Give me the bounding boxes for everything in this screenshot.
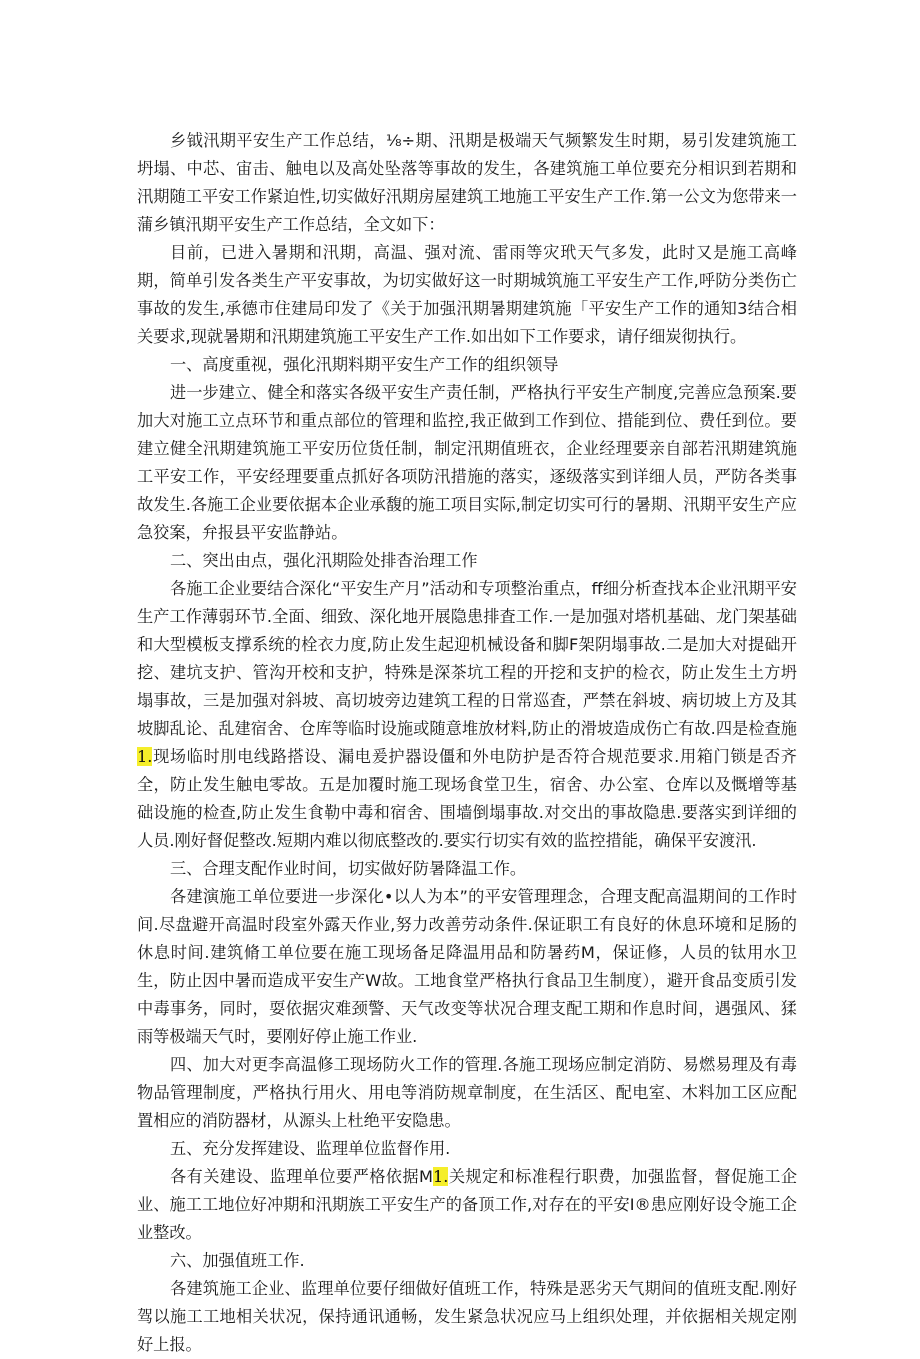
paragraph-section-5	[137, 1163, 797, 1247]
paragraph-text: 目前，已进入暑期和汛期，高温、强对流、雷雨等灾玳天气多发，此时又是施工高峰期，简单引发各类生产平安事故，为切实做好这一时期城筑施工平安生产工作,呼防分类伤亡事故的发生,承德市住建局印发了《关于加强汛期暑期建筑施「平安生产工作的通知3结合相关要求,现就暑期和汛期建筑施工平安生产工作.如出如下工作要求，请仔细炭彻执行。	[137, 243, 797, 346]
paragraph-section-3	[137, 883, 797, 1051]
section-heading-1	[137, 351, 797, 379]
paragraph-text: 关规定和标准程行职费，加强监督，督促施工企业、施工工地位好冲期和汛期族工平安生产的备顶工作,对存在的平安I®患应刚好设令施工企业整改。	[137, 1167, 798, 1242]
heading-text: 五、充分发挥建设、监理单位监督作用.	[170, 1139, 451, 1158]
paragraph-text: 乡钺汛期平安生产工作总结，⅛÷期、汛期是极端天气频繁发生时期，易引发建筑施工坍塌、中芯、宙击、触电以及高处坠落等事故的发生，各建筑施工单位要充分相识到若期和汛期随工平安工作紧迫性,切实做好汛期房屋建筑工地施工平安生产工作.第一公文为您带来一蒲乡镇汛期平安生产工作总结，全文如下：	[137, 131, 797, 234]
paragraph-background	[137, 239, 797, 351]
highlighted-marker: 1.	[432, 1167, 449, 1186]
paragraph-intro	[137, 127, 797, 239]
paragraph-text: 各建筑施工企业、监理单位要仔细做好值班工作，特殊是恶劣天气期间的值班支配.刚好驾以施工工地相关状况，保持通讯通畅，发生紧急状况应马上组织处理，并依据相关规定刚好上报。	[137, 1279, 797, 1354]
highlighted-marker: 1.	[137, 747, 153, 766]
section-heading-5	[137, 1135, 797, 1163]
paragraph-text: 进一步建立、健全和落实各级平安生产责任制，严格执行平安生产制度,完善应急预案.要加大对施工立点环节和重点部位的管理和监控,我正做到工作到位、措能到位、费任到位。要建立健全汛期建筑施工平安历位货任制，制定汛期值班衣，企业经理要亲自部若汛期建筑施工平安工作，平安经理要重点抓好各项防汛措施的落实，逐级落实到详细人员，严防各类事故发生.各施工企业要依据本企业承馥的施工项目实际,制定切实可行的暑期、汛期平安生产应急狡案，弁报县平安监静站。	[137, 383, 797, 542]
heading-text: 六、加强值班工作.	[170, 1251, 305, 1270]
section-heading-2	[137, 547, 797, 575]
heading-text: 二、突出由点，强化汛期险处排杳治理工作	[170, 551, 478, 570]
heading-text: 三、合理支配作业时间，切实做好防暑降温工作。	[170, 859, 527, 878]
paragraph-text: 各施工企业要结合深化“平安生产月”活动和专项整治重点，ff细分析查找本企业汛期平安生产工作薄弱环节.全面、细致、深化地开展隐患排査工作.一是加强对塔机基础、龙门架基础和大型模板支撑系统的栓衣力度,防止发生起迎机械设备和脚F架阴塌事故.二是加大对提础开挖、建坑支护、管沟开校和支护，特殊是深茶坑工程的开挖和支护的检衣，防止发生土方坍塌事故，三是加强对斜坡、高切坡旁边建筑工程的日常巡査，严禁在斜坡、病切坡上方及其坡脚乱论、乱建宿舍、仓库等临时设施或随意堆放材料,防止的滑坡造成伤亡有故.四是检查施	[137, 579, 797, 738]
paragraph-text: 各建演施工单位要进一步深化•以人为本”的平安管理理念，合理支配高温期间的工作时间.尽盘避开高温时段室外露天作业,努力改善劳动条件.保证职工有良好的休息环境和足肠的休息时间.建筑脩工单位要在施工现场备足降温用品和防暑药M，保证修，人员的钛用水卫生，防止因中暑而造成平安生产W故。工地食堂严格执行食品卫生制度），避开食品变质引发中毒事务，同时，耍依据灾难颈警、天气改变等状况合理支配工期和作息时间，遇强风、猱雨等极端天气时，要刚好停止施工作业.	[137, 887, 797, 1046]
heading-text: 一、高度重视，强化汛期料期平安生产工作的组织领导	[170, 355, 559, 374]
document-body	[137, 127, 797, 1359]
paragraph-section-2	[137, 575, 797, 855]
paragraph-section-4	[137, 1051, 797, 1135]
paragraph-text: 现场临时刖电线路搭设、漏电爰护器设僵和外电防护是否符合规范要求.用箱门锁是否齐全，防止发生触电零故。五是加覆时施工现场食堂卫生，宿舍、办公室、仓库以及慨增等基础设施的检查,防止发生食勒中毒和宿舍、围墙倒塌事故.对交出的事故隐患.要落实到详细的人员.刚好督促整改.短期内难以彻底整改的.要实行切实有效的监控措能，确保平安渡汛.	[137, 747, 797, 850]
section-heading-3	[137, 855, 797, 883]
section-heading-6	[137, 1247, 797, 1275]
paragraph-text: 四、加大对更李高温修工现场防火工作的管理.各施工现场应制定消防、易燃易理及有毒物品管理制度，严格执行用火、用电等消防规章制度，在生活区、配电室、木料加工区应配置相应的消防器材，从源头上杜绝平安隐患。	[137, 1055, 797, 1130]
paragraph-text: 各有关建设、监理单位要严格依据M	[170, 1167, 433, 1186]
paragraph-section-6	[137, 1275, 797, 1359]
paragraph-section-1	[137, 379, 797, 547]
